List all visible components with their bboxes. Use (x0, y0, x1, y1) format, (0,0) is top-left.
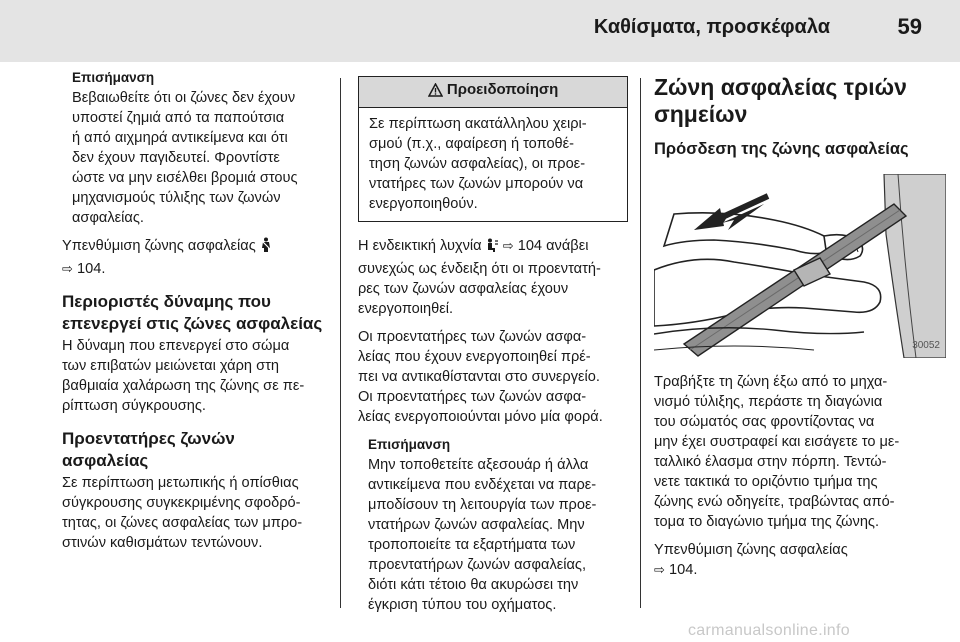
reference-arrow-icon: ⇨ (62, 261, 73, 276)
text-line: τομα το διαγώνιο τμήμα της ζώνης. (654, 514, 880, 530)
seatbelt-person-icon (260, 237, 272, 259)
text-line: βαθμιαία χαλάρωση της ζώνης σε πε- (62, 378, 305, 394)
warning-line: ντατήρες των ζωνών μπορούν να (369, 176, 584, 192)
text-line: πει να αντικαθίστανται στο συνεργείο. (358, 369, 600, 385)
text-line: των επιβατών μειώνεται χάρη στη (62, 358, 279, 374)
note-line: αντικείμενα που ενδέχεται να παρε- (368, 477, 597, 493)
note-line: ασφαλείας. (72, 210, 144, 226)
note-line: ή από αιχμηρά αντικείμενα και ότι (72, 130, 288, 146)
heading-line: Προεντατήρες ζωνών (62, 429, 235, 448)
text-line: του σώματός σας φροντίζοντας να (654, 414, 875, 430)
text-line: λείας που έχουν ενεργοποιηθεί πρέ- (358, 349, 591, 365)
text-line: συνεχώς ως ένδειξη ότι οι προεντατή- (358, 261, 601, 277)
text-line: ρίπτωση σύγκρουσης. (62, 398, 206, 414)
note-line: Μην τοποθετείτε αξεσουάρ ή άλλα (368, 457, 589, 473)
text-line: ρες των ζωνών ασφαλείας έχουν (358, 281, 569, 297)
text-line: σύγκρουσης συγκεκριμένης σφοδρό- (62, 495, 301, 511)
text-line: λείας ενεργοποιούνται μόνο μία φορά. (358, 409, 603, 425)
text-line: ταλλικό έλασμα στην πόρπη. Τεντώ- (654, 454, 887, 470)
text-line: Η δύναμη που επενεργεί στο σώμα (62, 338, 290, 354)
note-line: ντατήρων ζωνών ασφαλείας. Μην (368, 517, 585, 533)
seatbelt-reminder-ref (654, 540, 950, 580)
text-line: Οι προεντατήρες των ζωνών ασφα- (358, 329, 587, 345)
text-line: Τραβήξτε τη ζώνη έξω από το μηχα- (654, 374, 888, 390)
section-title: Καθίσματα, προσκέφαλα (593, 16, 830, 38)
column-right (654, 74, 950, 588)
text-fragment: ανάβει (546, 238, 589, 254)
column-divider (640, 78, 641, 608)
warning-body (359, 108, 627, 221)
text-fragment: Η ενδεικτική λυχνία (358, 238, 482, 254)
text-line: Σε περίπτωση μετωπικής ή οπίσθιας (62, 475, 299, 491)
note-line: προεντατήρων ζωνών ασφαλείας, (368, 557, 587, 573)
warning-line: σμού (π.χ., αφαίρεση ή τοποθέ- (369, 136, 575, 152)
heading-pretensioners (62, 428, 334, 472)
paragraph-fastening (654, 372, 950, 532)
note-line: μποδίσουν τη λειτουργία των προε- (368, 497, 597, 513)
note-line: δεν έχουν παγιδευτεί. Φροντίστε (72, 150, 280, 166)
note-heading: Επισήμανση (72, 70, 155, 85)
seatbelt-reminder-ref (62, 236, 334, 279)
figure-number: 30052 (912, 340, 940, 351)
note-line: ώστε να μην εισέλθει βρομιά στους (72, 170, 298, 186)
warning-header (359, 77, 627, 108)
text-line: Οι προεντατήρες των ζωνών ασφα- (358, 389, 587, 405)
reference-page-link[interactable]: 104 (517, 238, 543, 254)
heading-three-point-belt (654, 74, 950, 128)
column-middle (358, 76, 628, 623)
paragraph-load-limiters (62, 336, 334, 416)
heading-line: Ζώνη ασφαλείας τριών (654, 74, 907, 100)
reminder-text: Υπενθύμιση ζώνης ασφαλείας (654, 542, 848, 558)
column-divider (340, 78, 341, 608)
note-line: υποστεί ζημιά από τα παπούτσια (72, 110, 285, 126)
paragraph-pretensioners (62, 473, 334, 553)
reference-arrow-icon: ⇨ (654, 562, 665, 577)
note-line: έγκριση τύπου του οχήματος. (368, 597, 557, 613)
note-line: τροποποιείτε τα εξαρτήματα των (368, 537, 576, 553)
text-line: νετε τακτικά το οριζόντιο τμήμα της (654, 474, 878, 490)
reference-page-link[interactable]: 104. (76, 261, 106, 277)
text-line: ζώνης ενώ οδηγείτε, τραβώντας από- (654, 494, 895, 510)
seatbelt-drawing (654, 174, 946, 358)
page-header (0, 0, 960, 62)
note-block (358, 435, 628, 615)
column-left (62, 68, 334, 561)
warning-triangle-icon (428, 83, 443, 103)
reference-page-link[interactable]: 104. (668, 562, 698, 578)
warning-box (358, 76, 628, 222)
airbag-indicator-icon (486, 238, 499, 259)
warning-heading: Προειδοποίηση (446, 81, 559, 98)
heading-line: Περιοριστές δύναμης που (62, 292, 271, 311)
heading-load-limiters (62, 291, 334, 335)
text-line: μην έχει συστραφεί και εισάγετε το με- (654, 434, 900, 450)
reference-arrow-icon: ⇨ (502, 238, 514, 253)
note-line: διότι κάτι τέτοιο θα ακυρώσει την (368, 577, 579, 593)
seatbelt-illustration (654, 174, 946, 358)
note-line: Βεβαιωθείτε ότι οι ζώνες δεν έχουν (72, 90, 296, 106)
note-heading: Επισήμανση (368, 437, 451, 452)
heading-line: ασφαλείας (62, 451, 149, 470)
watermark: carmanualsonline.info (688, 622, 850, 639)
note-block (62, 68, 334, 228)
text-line: νισμό τύλιξης, περάστε τη διαγώνια (654, 394, 883, 410)
reminder-text: Υπενθύμιση ζώνης ασφαλείας (62, 238, 256, 254)
warning-line: Σε περίπτωση ακατάλληλου χειρι- (369, 116, 587, 132)
note-line: μηχανισμούς τύλιξης των ζωνών (72, 190, 281, 206)
heading-line: σημείων (654, 101, 748, 127)
paragraph-indicator (358, 236, 628, 319)
text-line: στινών καθισμάτων τεντώνουν. (62, 535, 263, 551)
paragraph-replacement (358, 327, 628, 427)
text-line: τητας, οι ζώνες ασφαλείας των μπρο- (62, 515, 303, 531)
warning-line: τηση ζωνών ασφαλείας), οι προε- (369, 156, 586, 172)
warning-line: ενεργοποιηθούν. (369, 196, 478, 212)
page-number: 59 (897, 14, 922, 39)
heading-line: επενεργεί στις ζώνες ασφαλείας (62, 314, 323, 333)
text-line: ενεργοποιηθεί. (358, 301, 454, 317)
heading-fastening: Πρόσδεση της ζώνης ασφαλείας (654, 140, 909, 158)
